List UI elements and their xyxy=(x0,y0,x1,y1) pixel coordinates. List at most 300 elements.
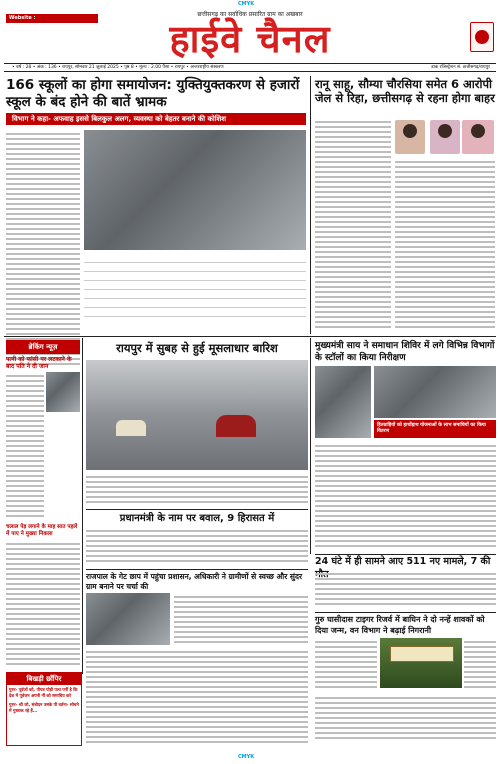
text-line xyxy=(86,706,308,708)
text-line xyxy=(315,535,496,537)
text-line xyxy=(395,221,495,223)
text-line xyxy=(6,158,80,160)
text-line xyxy=(315,712,496,714)
text-line xyxy=(6,588,80,590)
text-line xyxy=(464,656,496,658)
ad-title: बिखड़ी छाँपिर xyxy=(7,673,81,685)
story2-portrait-2 xyxy=(430,120,460,154)
ad-line-2: गुरुर- श्री जो, संबोदन उसके पी वर्तना- सोचने में गुस्ताक रहे हैं... xyxy=(9,702,79,713)
text-line xyxy=(6,153,80,155)
text-line xyxy=(315,226,391,228)
story4-body xyxy=(315,442,496,552)
text-line xyxy=(6,470,44,472)
text-line xyxy=(6,573,80,575)
story6-headline[interactable]: 24 घंटे में ही सामने आए 511 नए मामले, 7 की xyxy=(315,556,491,567)
text-line xyxy=(315,666,377,668)
text-line xyxy=(315,500,496,502)
text-line xyxy=(6,163,80,165)
story2-headline[interactable]: रानू साहू, सौम्या चौरसिया समेत 6 आरोपी जेल से रिहा, छत्तीसगढ़ से रहना होगा बाहर xyxy=(315,77,495,105)
text-line xyxy=(315,697,496,699)
text-line xyxy=(315,603,496,605)
text-line xyxy=(395,176,495,178)
text-line xyxy=(395,246,495,248)
text-line xyxy=(395,191,495,193)
text-line xyxy=(86,535,308,537)
text-line xyxy=(6,308,80,310)
text-line xyxy=(6,293,80,295)
text-line xyxy=(315,722,496,724)
story8-body-1 xyxy=(315,638,377,692)
text-line xyxy=(315,271,391,273)
text-line xyxy=(315,161,391,163)
dateline: • वर्ष : 28 • अंक : 136 • रायपुर, सोमवार 21 जुलाई 2025 • पृष्ठ 8 • मूल्य : 2.00 पैसा • रायपुर • अन्तरराष्ट्रीय संस्करण xyxy=(12,65,224,70)
text-line xyxy=(395,161,495,163)
text-line xyxy=(6,278,80,280)
text-line xyxy=(6,653,80,655)
text-line xyxy=(315,186,391,188)
text-line xyxy=(315,126,391,128)
text-line xyxy=(6,228,80,230)
text-line xyxy=(86,726,308,728)
text-line xyxy=(86,691,308,693)
dateline-bar xyxy=(4,63,496,72)
text-line xyxy=(6,510,44,512)
text-line xyxy=(315,306,391,308)
breaking-body-2 xyxy=(6,540,80,668)
masthead-title: हाईवे चैनल xyxy=(169,16,331,61)
text-line xyxy=(86,711,308,713)
text-line xyxy=(6,495,44,497)
story4-headline[interactable]: मुख्यमंत्री साय ने समाधान शिविर में लगे विभिन्न विभागों के स्टॉलों का किया निरीक्षण xyxy=(315,341,495,363)
story1-body-left xyxy=(6,130,80,370)
text-line xyxy=(315,201,391,203)
text-line xyxy=(395,231,495,233)
text-line xyxy=(315,717,496,719)
text-line xyxy=(6,440,44,442)
text-line xyxy=(6,213,80,215)
text-line xyxy=(6,425,44,427)
text-line xyxy=(6,390,44,392)
text-line xyxy=(315,236,391,238)
text-line xyxy=(6,603,80,605)
text-line xyxy=(6,303,80,305)
text-line xyxy=(315,241,391,243)
text-line xyxy=(6,168,80,170)
text-line xyxy=(315,510,496,512)
text-line xyxy=(6,490,44,492)
text-line xyxy=(86,560,308,562)
text-line xyxy=(6,505,44,507)
text-line xyxy=(86,716,308,718)
text-line xyxy=(315,171,391,173)
text-line xyxy=(315,646,377,648)
text-line xyxy=(315,520,496,522)
text-line xyxy=(315,156,391,158)
reg-no: डाक रजिस्ट्रेशन सं. छत्तीसगढ़/रायपुर xyxy=(431,65,490,70)
text-line xyxy=(315,136,391,138)
text-line xyxy=(174,636,308,638)
text-line xyxy=(6,543,80,545)
text-line xyxy=(6,568,80,570)
text-line xyxy=(395,241,495,243)
story2-body-right xyxy=(395,158,495,332)
text-line xyxy=(6,193,80,195)
text-line xyxy=(315,515,496,517)
story8-body-3 xyxy=(315,694,496,744)
text-line xyxy=(395,301,495,303)
story4-callout: हितग्राहियों को हाथोंहाथ योजनाओं के लाभ समाधियों का किया वितरण xyxy=(374,420,496,438)
text-line xyxy=(6,138,80,140)
story4-photo xyxy=(374,366,496,418)
text-line xyxy=(6,553,80,555)
text-line xyxy=(464,641,496,643)
text-line xyxy=(86,696,308,698)
story2-portrait-3 xyxy=(462,120,494,154)
text-line xyxy=(6,455,44,457)
story8-body-2 xyxy=(464,638,496,692)
text-line xyxy=(86,656,308,658)
story1-body-bottom xyxy=(84,254,306,334)
text-line xyxy=(86,676,308,678)
story8-header xyxy=(315,612,496,636)
text-line xyxy=(6,628,80,630)
text-line xyxy=(315,216,391,218)
story6-body xyxy=(315,570,496,610)
text-line xyxy=(6,663,80,665)
text-line xyxy=(174,601,308,603)
text-line xyxy=(315,465,496,467)
text-line xyxy=(6,323,80,325)
story5-headline[interactable]: प्रधानमंत्री के नाम पर बवाल, 9 हिरासत में xyxy=(119,513,275,524)
story4-photo-2 xyxy=(315,366,371,438)
text-line xyxy=(6,188,80,190)
text-line xyxy=(315,540,496,542)
story1-photo xyxy=(84,130,306,250)
story8-headline[interactable]: गुरु घासीदास टाइगर रिजर्व में बाघिन ने दो नन्हें शावकों को दिया जन्म, वन विभाग ने बढ़ाई निगरानी xyxy=(315,615,485,635)
story1-kicker: विभाग ने कहा- अफवाह इससे बिलकुल अलग, व्यवस्था को बेहतर बनाने की कोशिश xyxy=(6,113,306,125)
text-line xyxy=(6,583,80,585)
story1-headline[interactable]: 166 स्कूलों का होगा समायोजन: युक्तियुक्तकरण से हजारों स्कूल के बंद होने की बातें भ्रामक xyxy=(6,77,300,110)
text-line xyxy=(315,651,377,653)
text-line xyxy=(315,530,496,532)
text-line xyxy=(6,515,44,517)
text-line xyxy=(315,671,377,673)
text-line xyxy=(315,490,496,492)
text-line xyxy=(6,298,80,300)
text-line xyxy=(86,491,308,493)
text-line xyxy=(315,196,391,198)
text-line xyxy=(86,661,308,663)
text-line xyxy=(315,495,496,497)
text-line xyxy=(174,621,308,623)
text-line xyxy=(6,415,44,417)
text-line xyxy=(395,281,495,283)
text-line xyxy=(464,666,496,668)
text-line xyxy=(6,405,44,407)
text-line xyxy=(395,196,495,198)
text-line xyxy=(6,558,80,560)
story5-header xyxy=(86,509,308,525)
text-line xyxy=(6,148,80,150)
text-line xyxy=(86,741,308,743)
text-line xyxy=(395,186,495,188)
breaking-body-1 xyxy=(6,372,44,522)
text-line xyxy=(6,133,80,135)
text-line xyxy=(315,246,391,248)
text-line xyxy=(395,261,495,263)
text-line xyxy=(6,500,44,502)
text-line xyxy=(6,633,80,635)
ad-box[interactable] xyxy=(6,672,82,746)
text-line xyxy=(395,311,495,313)
text-line xyxy=(464,676,496,678)
text-line xyxy=(395,171,495,173)
text-line xyxy=(395,276,495,278)
text-line xyxy=(6,313,80,315)
website-strip[interactable]: Website : www.highwaychannel.in xyxy=(6,14,98,23)
text-line xyxy=(6,223,80,225)
text-line xyxy=(315,176,391,178)
text-line xyxy=(86,481,308,483)
text-line xyxy=(86,731,308,733)
text-line xyxy=(315,676,377,678)
text-line xyxy=(86,550,308,552)
text-line xyxy=(315,485,496,487)
breaking-item-2[interactable]: चलाल पेड़ लगाने के माह सात पहलें में पाए ने मुख्या निकला xyxy=(6,524,78,537)
text-line xyxy=(86,666,308,668)
text-line xyxy=(86,681,308,683)
ad-line-1: गुरुर- पूर्वजों को, पीयत्र पोड़ी पत्थ पर्नी है कि देश में पूर्वजन अपनी नीं को समाधिय करे xyxy=(9,687,78,698)
text-line xyxy=(315,221,391,223)
text-line xyxy=(86,545,308,547)
text-line xyxy=(86,530,308,532)
text-line xyxy=(315,661,377,663)
text-line xyxy=(6,420,44,422)
text-line xyxy=(6,318,80,320)
text-line xyxy=(395,226,495,228)
text-line xyxy=(6,593,80,595)
text-line xyxy=(6,623,80,625)
story3-headline[interactable]: रायपुर में सुबह से हुई मूसलाधार बारिश xyxy=(116,341,278,355)
text-line xyxy=(315,505,496,507)
text-line xyxy=(315,211,391,213)
story7-body-2 xyxy=(86,648,308,744)
text-line xyxy=(174,631,308,633)
cmyk-mark-top: CMYK xyxy=(238,1,255,7)
text-line xyxy=(6,333,80,335)
text-line xyxy=(6,475,44,477)
text-line xyxy=(6,548,80,550)
text-line xyxy=(6,643,80,645)
text-line xyxy=(174,641,308,643)
text-line xyxy=(315,525,496,527)
text-line xyxy=(6,218,80,220)
text-line xyxy=(315,545,496,547)
text-line xyxy=(86,736,308,738)
tagline: छत्तीसगढ़ का सर्वाधिक प्रसारित ग्राम का अखबार xyxy=(197,11,303,18)
text-line xyxy=(6,328,80,330)
text-line xyxy=(315,251,391,253)
story7-headline[interactable]: राजपाल के गेट छाप में पहुंचा प्रशासन, अधिकारी ने ग्रामीणों से स्वच्छ और सुंदर ग्राम बनाने पर चर्चा की xyxy=(86,572,303,591)
text-line xyxy=(6,178,80,180)
text-line xyxy=(6,400,44,402)
text-line xyxy=(86,486,308,488)
text-line xyxy=(6,578,80,580)
text-line xyxy=(315,460,496,462)
story8-photo xyxy=(380,638,462,688)
breaking-item-1[interactable]: पत्नी को फांसी पर लटकाने के बाद पति ने दी जान xyxy=(6,356,72,370)
text-line xyxy=(395,266,495,268)
text-line xyxy=(395,206,495,208)
text-line xyxy=(315,732,496,734)
text-line xyxy=(6,198,80,200)
text-line xyxy=(86,476,308,478)
text-line xyxy=(6,258,80,260)
text-line xyxy=(6,608,80,610)
text-line xyxy=(86,540,308,542)
text-line xyxy=(315,475,496,477)
text-line xyxy=(315,455,496,457)
text-line xyxy=(315,686,377,688)
text-line xyxy=(315,121,391,123)
text-line xyxy=(315,326,391,328)
text-line xyxy=(6,435,44,437)
text-line xyxy=(315,301,391,303)
text-line xyxy=(6,598,80,600)
text-line xyxy=(174,616,308,618)
text-line xyxy=(315,276,391,278)
text-line xyxy=(174,611,308,613)
story2-body-left xyxy=(315,118,391,332)
text-line xyxy=(395,286,495,288)
text-line xyxy=(315,316,391,318)
text-line xyxy=(6,273,80,275)
text-line xyxy=(6,563,80,565)
text-line xyxy=(315,146,391,148)
text-line xyxy=(395,321,495,323)
text-line xyxy=(315,702,496,704)
text-line xyxy=(6,263,80,265)
text-line xyxy=(315,291,391,293)
text-line xyxy=(315,141,391,143)
text-line xyxy=(6,268,80,270)
text-line xyxy=(315,311,391,313)
text-line xyxy=(6,658,80,660)
story7-body xyxy=(174,593,308,645)
cmyk-mark-bottom: CMYK xyxy=(238,754,255,760)
text-line xyxy=(315,450,496,452)
breaking-label: ब्रेकिंग न्यूज़ xyxy=(6,340,80,354)
text-line xyxy=(315,588,496,590)
text-line xyxy=(315,641,377,643)
text-line xyxy=(315,583,496,585)
text-line xyxy=(464,651,496,653)
text-line xyxy=(315,256,391,258)
text-line xyxy=(6,465,44,467)
text-line xyxy=(315,727,496,729)
text-line xyxy=(6,648,80,650)
text-line xyxy=(6,208,80,210)
text-line xyxy=(315,206,391,208)
text-line xyxy=(464,681,496,683)
text-line xyxy=(86,686,308,688)
text-line xyxy=(315,281,391,283)
text-line xyxy=(395,271,495,273)
text-line xyxy=(6,238,80,240)
text-line xyxy=(86,496,308,498)
text-line xyxy=(315,151,391,153)
text-line xyxy=(395,211,495,213)
text-line xyxy=(395,201,495,203)
story7-header xyxy=(86,569,308,592)
text-line xyxy=(395,216,495,218)
story2-portrait-1 xyxy=(395,120,425,154)
story3-photo xyxy=(86,360,308,470)
text-line xyxy=(6,203,80,205)
text-line xyxy=(464,671,496,673)
text-line xyxy=(86,701,308,703)
text-line xyxy=(6,410,44,412)
text-line xyxy=(315,231,391,233)
text-line xyxy=(315,131,391,133)
text-line xyxy=(395,256,495,258)
text-line xyxy=(395,291,495,293)
text-line xyxy=(464,686,496,688)
text-line xyxy=(6,638,80,640)
text-line xyxy=(395,251,495,253)
text-line xyxy=(6,430,44,432)
text-line xyxy=(315,598,496,600)
logo-emblem xyxy=(470,22,494,52)
story6-header xyxy=(315,554,496,568)
text-line xyxy=(315,166,391,168)
story7-photo xyxy=(86,593,170,645)
text-line xyxy=(86,501,308,503)
text-line xyxy=(315,656,377,658)
text-line xyxy=(6,248,80,250)
text-line xyxy=(86,651,308,653)
text-line xyxy=(86,555,308,557)
text-line xyxy=(6,243,80,245)
text-line xyxy=(6,380,44,382)
text-line xyxy=(315,681,377,683)
text-line xyxy=(6,288,80,290)
text-line xyxy=(395,296,495,298)
text-line xyxy=(174,626,308,628)
text-line xyxy=(315,578,496,580)
text-line xyxy=(315,181,391,183)
text-line xyxy=(6,485,44,487)
text-line xyxy=(6,233,80,235)
text-line xyxy=(6,445,44,447)
breaking-photo xyxy=(46,372,80,412)
text-line xyxy=(6,375,44,377)
text-line xyxy=(395,326,495,328)
text-line xyxy=(315,707,496,709)
text-line xyxy=(6,283,80,285)
text-line xyxy=(6,183,80,185)
text-line xyxy=(315,480,496,482)
text-line xyxy=(6,385,44,387)
text-line xyxy=(315,296,391,298)
text-line xyxy=(464,661,496,663)
text-line xyxy=(6,143,80,145)
text-line xyxy=(315,286,391,288)
text-line xyxy=(315,593,496,595)
text-line xyxy=(315,191,391,193)
text-line xyxy=(174,606,308,608)
text-line xyxy=(395,181,495,183)
